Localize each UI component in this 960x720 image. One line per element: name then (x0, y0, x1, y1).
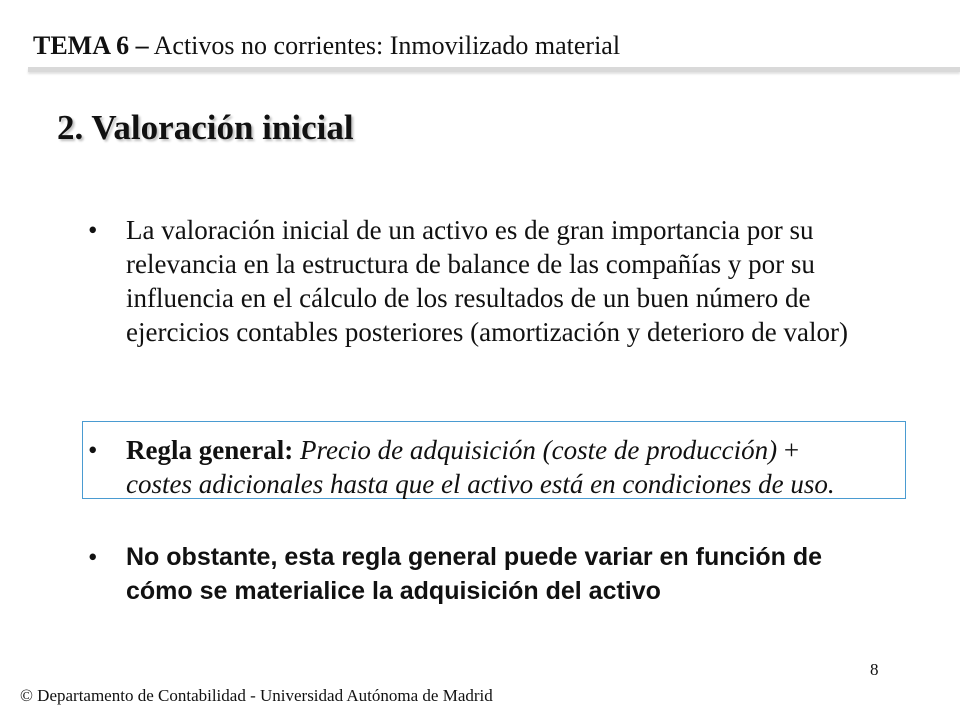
page-number: 8 (870, 660, 879, 679)
topic-subtitle: Activos no corrientes: Inmovilizado material (148, 31, 621, 60)
rule-italic-1: Precio de adquisición (coste de producción) (293, 435, 778, 465)
bullet-text: La valoración inicial de un activo es de gran importancia por su relevancia en la estructura de balance de las compañías y por su influencia en el cálculo de los resultados de un buen número de ejercicios contables posteriores (amortización y deterioro de valor) (126, 215, 848, 347)
rule-lead: Regla general: (126, 435, 294, 465)
topic-label: TEMA 6 – (33, 31, 149, 60)
footer-copyright: © Departamento de Contabilidad - Universidad Autónoma de Madrid (20, 686, 493, 705)
bullet-text (126, 433, 868, 501)
bullet-marker: • (88, 215, 98, 245)
bullet-however (88, 540, 878, 608)
bullet-marker: • (88, 435, 98, 465)
section-title: 2. Valoración inicial (57, 108, 354, 147)
bullet-initial-valuation (88, 213, 878, 349)
bullet-text: No obstante, esta regla general puede variar en función de cómo se materialice la adquisición del activo (126, 543, 823, 605)
bullet-marker: • (88, 542, 98, 572)
rule-italic-2: costes adicionales hasta que el activo está en condiciones de uso. (126, 469, 835, 499)
slide-header (33, 30, 620, 61)
rule-plus: + (777, 435, 800, 465)
header-divider (28, 67, 960, 72)
bullet-general-rule (88, 433, 868, 501)
